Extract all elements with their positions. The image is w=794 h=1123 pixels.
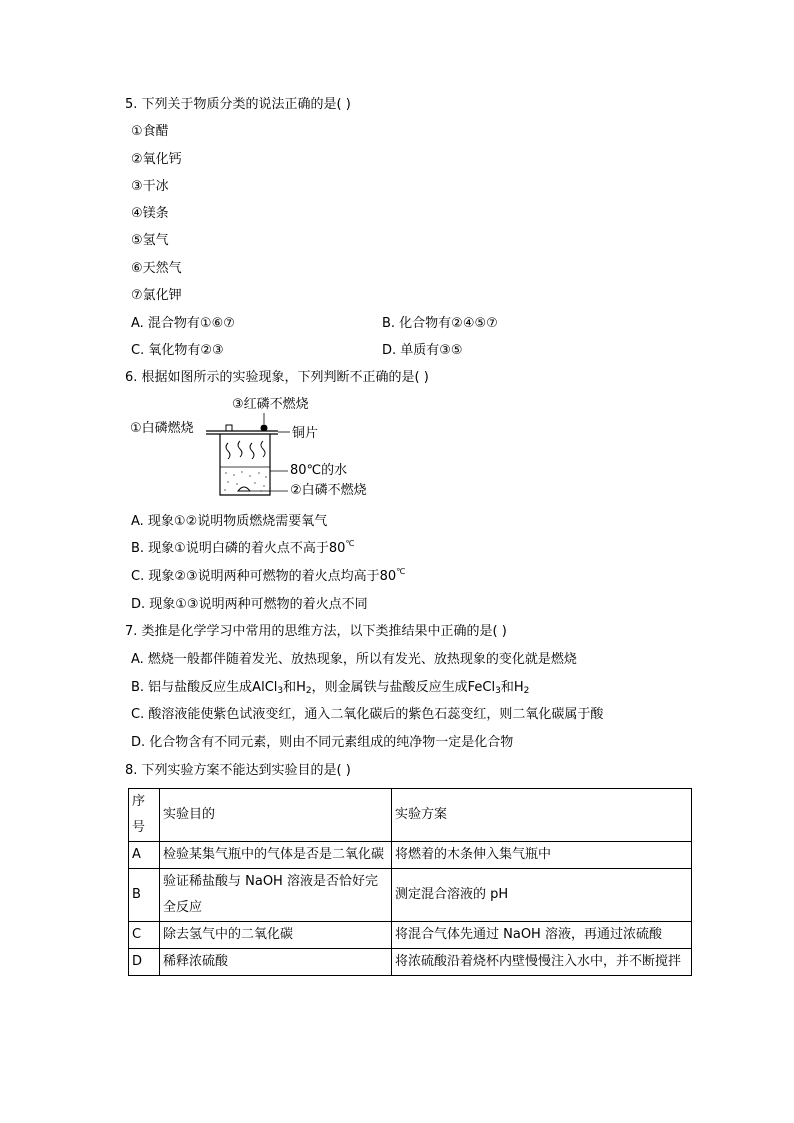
row-d-number: D [129, 949, 160, 976]
q5-option-b: B. 化合物有②④⑤⑦ [382, 316, 498, 331]
q7-option-c: C. 酸溶液能使紫色试液变红，通入二氧化碳后的紫色石蕊变红，则二氧化碳属于酸 [131, 707, 604, 722]
q6-option-d: D. 现象①③说明两种可燃物的着火点不同 [131, 597, 368, 612]
q5-item-5: ⑤氢气 [131, 233, 169, 248]
q8-stem: 8. 下列实验方案不能达到实验目的是( ) [125, 763, 351, 778]
label-hot-water: 80℃的水 [290, 463, 348, 478]
water-dots [224, 471, 266, 491]
q6-option-a: A. 现象①②说明物质燃烧需要氧气 [131, 514, 328, 529]
q5-item-3: ③干冰 [131, 179, 169, 194]
q5-item-7: ⑦氯化钾 [131, 288, 182, 303]
experiment-plan-table [128, 788, 692, 976]
q5-item-1: ①食醋 [131, 124, 169, 139]
q5-item-2: ②氧化钙 [131, 152, 182, 167]
table-row [129, 869, 692, 922]
row-d-purpose: 稀释浓硫酸 [160, 949, 392, 976]
q7-option-d: D. 化合物含有不同元素，则由不同元素组成的纯净物一定是化合物 [131, 735, 514, 750]
white-phosphorus-on-copper [226, 425, 232, 431]
row-c-number: C [129, 922, 160, 949]
q6-option-b: B. 现象①说明白磷的着火点不高于80℃ [131, 539, 355, 556]
row-b-method: 测定混合溶液的 pH [392, 869, 692, 922]
row-a-purpose: 检验某集气瓶中的气体是否是二氧化碳 [160, 842, 392, 869]
q5-option-c: C. 氧化物有②③ [131, 343, 224, 358]
header-cell-method: 实验方案 [392, 789, 692, 842]
label-copper-sheet: 铜片 [292, 426, 319, 441]
q5-option-d: D. 单质有③⑤ [382, 343, 463, 358]
table-row [129, 842, 692, 869]
q7-option-a: A. 燃烧一般都伴随着发光、放热现象，所以有发光、放热现象的变化就是燃烧 [131, 652, 577, 667]
q7-stem: 7. 类推是化学学习中常用的思维方法，以下类推结果中正确的是( ) [125, 624, 507, 639]
table-row [129, 922, 692, 949]
table-row [129, 949, 692, 976]
q6-option-c: C. 现象②③说明两种可燃物的着火点均高于80℃ [131, 567, 406, 584]
smoke-lines [226, 441, 265, 459]
row-b-purpose: 验证稀盐酸与 NaOH 溶液是否恰好完全反应 [160, 869, 392, 922]
row-a-number: A [129, 842, 160, 869]
table-header-row [129, 789, 692, 842]
red-phosphorus [261, 425, 268, 432]
white-phosphorus-underwater [238, 487, 250, 491]
header-cell-purpose: 实验目的 [160, 789, 392, 842]
q6-stem: 6. 根据如图所示的实验现象，下列判断不正确的是( ) [125, 370, 429, 385]
row-d-method: 将浓硫酸沿着烧杯内壁慢慢注入水中，并不断搅拌 [392, 949, 692, 976]
label-white-phosphorus-not-burning: ②白磷不燃烧 [290, 483, 367, 498]
header-cell-number: 序号 [129, 789, 160, 842]
q5-item-6: ⑥天然气 [131, 261, 182, 276]
combustion-experiment-figure [128, 395, 398, 505]
row-b-number: B [129, 869, 160, 922]
label-white-phosphorus-burning: ①白磷燃烧 [130, 421, 194, 436]
q5-option-a: A. 混合物有①⑥⑦ [131, 316, 235, 331]
row-a-method: 将燃着的木条伸入集气瓶中 [392, 842, 692, 869]
q7-option-b: B. 铝与盐酸反应生成AlCl$_3$和$H_2$，则金属铁与盐酸反应生成FeCl$_3$和$H_2$ [131, 680, 530, 696]
label-red-phosphorus: ③红磷不燃烧 [232, 397, 309, 412]
row-c-method: 将混合气体先通过 NaOH 溶液，再通过浓硫酸 [392, 922, 692, 949]
q5-stem: 5. 下列关于物质分类的说法正确的是( ) [125, 97, 351, 112]
row-c-purpose: 除去氢气中的二氧化碳 [160, 922, 392, 949]
q5-item-4: ④镁条 [131, 206, 169, 221]
